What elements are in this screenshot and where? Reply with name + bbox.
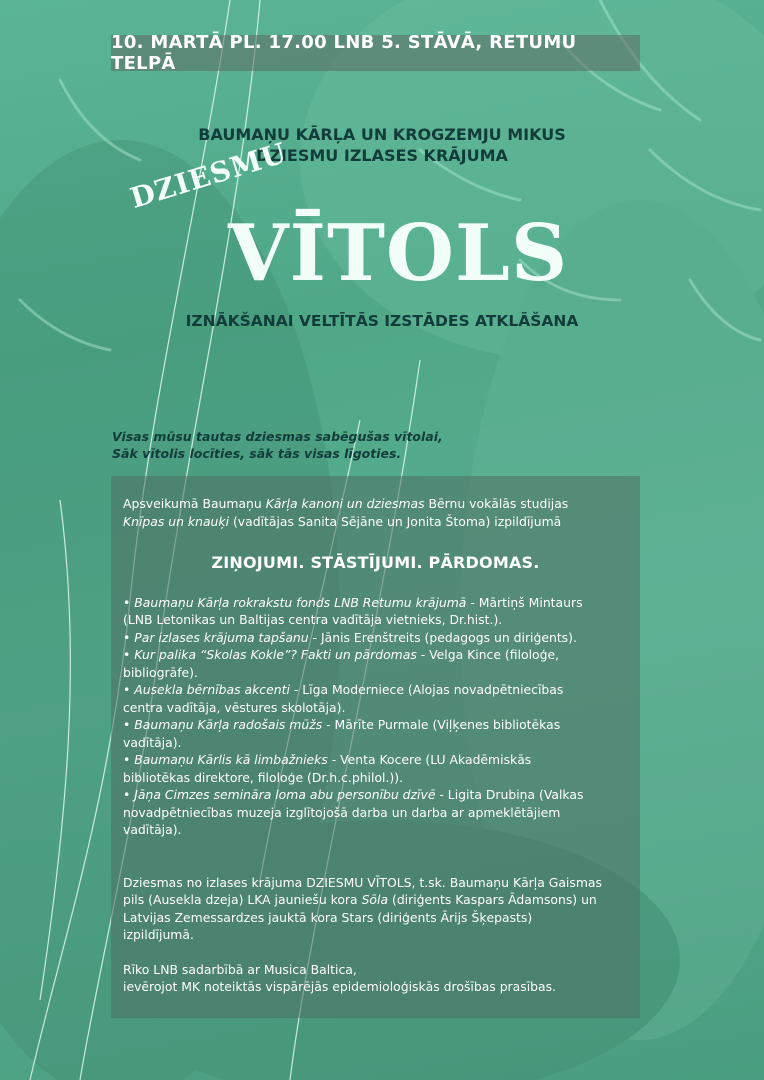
logo-small-text: DZIESMU (126, 136, 291, 215)
list-item: • Baumaņu Kārļa radošais mūžs - Mārīte Purmale (Viļķenes bibliotēkas vadītāja). (123, 716, 628, 751)
intro-text-1: Apsveikumā Baumaņu (123, 496, 266, 511)
songs-line-1: Dziesmas no izlases krājuma DZIESMU VĪTOLS, t.sk. Baumaņu Kārļa Gaismas (123, 874, 602, 890)
intro-text-2: Bērnu vokālās studijas (424, 496, 569, 511)
talk-title: Baumaņu Kārlis kā limbažnieks (134, 752, 328, 767)
intro-emphasis-1: Kārļa kanoni un dziesmas (265, 496, 425, 511)
talk-speaker: - Līga Moderniece (Alojas novadpētniecības (289, 682, 564, 697)
event-date-bar (111, 32, 640, 74)
quote-line-1: Visas mūsu tautas dziesmas sabēgušas vītolai, (112, 429, 443, 444)
talk-title: Par izlases krājuma tapšanu (134, 629, 309, 645)
choir-name: Sōla (361, 892, 389, 907)
event-date-text: 10. MARTĀ PL. 17.00 LNB 5. STĀVĀ, RETUMU TELPĀ (111, 32, 577, 74)
talk-speaker: - Ligita Drubiņa (Valkas (435, 787, 584, 802)
talks-list (123, 594, 628, 839)
organizer-line-2: ievērojot MK noteiktās vispārējās epidemioloģiskās drošības prasības. (123, 979, 556, 994)
list-item: • Auseklа bērnības akcenti - Līga Moderniece (Alojas novadpētniecības centra vadītāja, vēstures skolotāja). (123, 681, 628, 716)
folk-song-quote (112, 428, 443, 462)
program-heading: ZIŅOJUMI. STĀSTĪJUMI. PĀRDOMAS. (211, 553, 540, 572)
songs-line-2a: pils (Auseklа dzeja) LKA jauniešu kora (123, 892, 362, 907)
talk-title: Baumaņu Kārļa radošais mūžs (134, 717, 323, 732)
event-subtitle (0, 124, 764, 166)
talk-speaker: - Mārīte Purmale (Viļķenes bibliotēkas (322, 717, 561, 732)
program-panel (111, 476, 640, 1018)
talk-title: Baumaņu Kārļa rokrakstu fonds LNB Retumu krājumā (134, 594, 467, 610)
intro-text-3: (vadītājas Sanita Sējāne un Jonita Štoma) izpildījumā (229, 513, 562, 529)
talk-speaker-detail: centra vadītāja, vēstures skolotāja). (123, 699, 346, 715)
list-item: • Jāņa Cimzes semināra loma abu personību dzīvē - Ligita Drubiņa (Valkas novadpētniecības muzeja izglītojošā darba un darba ar apmeklētājiem vadītāja). (123, 786, 628, 839)
songs-line-2b: (diriģents Kaspars Ādamsons) un (388, 892, 597, 907)
talk-title: Auseklа bērnības akcenti (134, 682, 290, 697)
intro-emphasis-2: Knīpas un knauķi (123, 513, 230, 529)
talk-title: Jāņa Cimzes semināra loma abu personību dzīvē (134, 787, 436, 802)
list-item: • Baumaņu Kārļa rokrakstu fonds LNB Retumu krājumā - Mārtiņš Mintaurs (LNB Letonikas un Baltijas centra vadītāja vietnieks, Dr.hist.). (123, 594, 628, 629)
songs-line-4: izpildījumā. (123, 927, 194, 942)
quote-line-2: Sāk vītolis locīties, sāk tās visas līgoties. (112, 446, 402, 461)
talk-speaker-detail-2: vadītāja). (123, 822, 182, 837)
talk-speaker-detail: bibliogrāfe). (123, 664, 198, 680)
list-item: • Par izlases krājuma tapšanu - Jānis Erenštreits (pedagogs un diriģents). (123, 629, 577, 645)
talk-speaker: - Jānis Erenštreits (pedagogs un diriģents). (308, 629, 577, 645)
list-item: • Baumaņu Kārlis kā limbažnieks - Venta Kocere (LU Akadēmiskās bibliotēkas direktore, filoloģe (Dr.h.c.philol.)). (123, 751, 628, 786)
organizer-paragraph (123, 961, 628, 996)
talk-speaker-detail: vadītāja). (123, 734, 182, 750)
subtitle-line-2: DZIESMU IZLASES KRĀJUMA (256, 146, 508, 165)
songs-line-3: Latvijas Zemessardzes jauktā kora Stars (diriģents Ārijs Šķepasts) (123, 909, 533, 925)
subtitle-line-1: BAUMAŅU KĀRĻA UN KROGZEMJU MIKUS (198, 125, 566, 144)
talk-title: Kur palika “Skolas Kokle”? Fakti un pārdomas (134, 647, 417, 662)
talk-speaker-detail: (LNB Letonikas un Baltijas centra vadītāja vietnieks, Dr.hist.). (123, 612, 503, 627)
organizer-line-1: Rīko LNB sadarbībā ar Musica Baltica, (123, 961, 357, 977)
event-tagline: IZNĀKŠANAI VELTĪTĀS IZSTĀDES ATKLĀŠANA (185, 312, 579, 330)
talk-speaker-detail: bibliotēkas direktore, filoloģe (Dr.h.c.philol.)). (123, 769, 404, 785)
songs-paragraph (123, 874, 628, 944)
logo-big-text: VĪTOLS (228, 208, 569, 299)
talk-speaker: - Venta Kocere (LU Akadēmiskās (327, 752, 532, 767)
intro-paragraph (123, 495, 628, 530)
talk-speaker: - Velga Kince (filoloģe, (416, 647, 560, 662)
talk-speaker-detail: novadpētniecības muzeja izglītojošā darba un darba ar apmeklētājiem (123, 804, 561, 820)
list-item: • Kur palika “Skolas Kokle”? Fakti un pārdomas - Velga Kince (filoloģe, bibliogrāfe). (123, 646, 628, 681)
talk-speaker: - Mārtiņš Mintaurs (466, 594, 583, 610)
